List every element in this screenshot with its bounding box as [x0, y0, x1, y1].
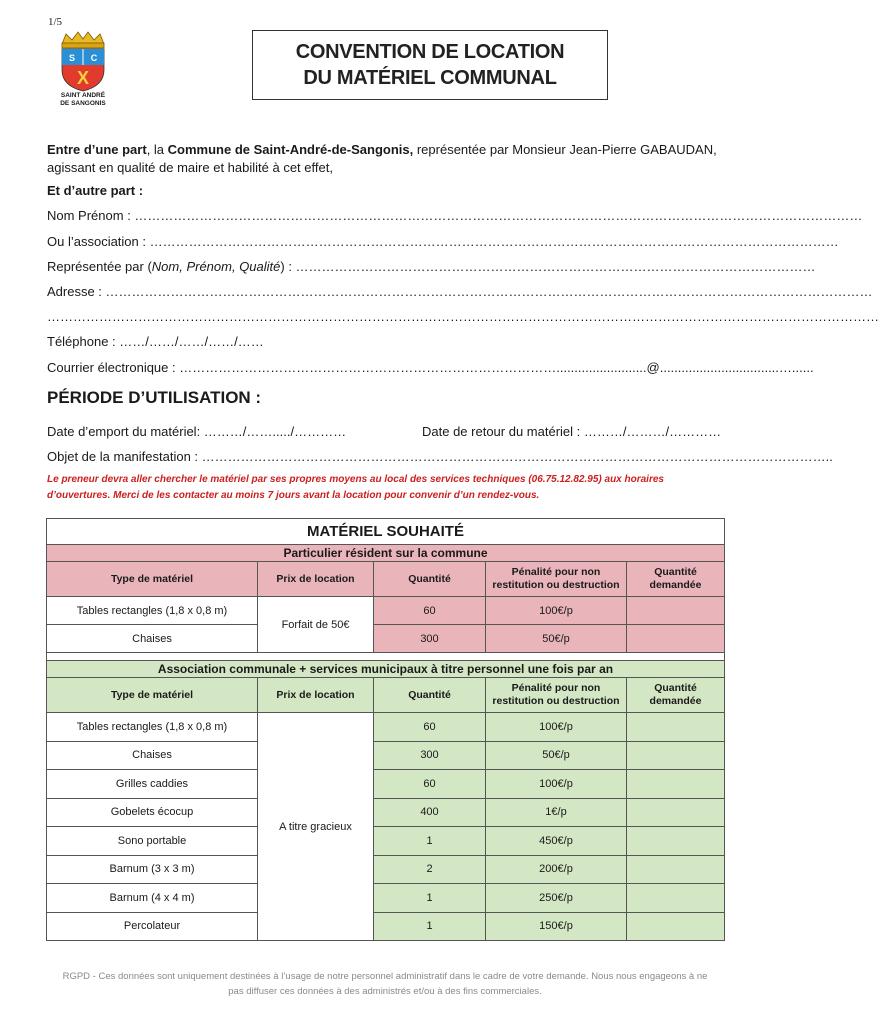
col-price-header: Prix de location — [258, 562, 374, 597]
item-penalty: 450€/p — [486, 827, 627, 856]
item-type: Tables rectangles (1,8 x 0,8 m) — [47, 713, 258, 742]
item-qty: 300 — [374, 741, 486, 770]
page-number: 1/5 — [48, 16, 63, 28]
logo-letter-c: C — [90, 53, 98, 63]
second-party-label: Et d’autre part : — [47, 183, 144, 198]
col-penalty-header: Pénalité pour non restitution ou destruction — [486, 678, 627, 713]
item-qty: 2 — [374, 855, 486, 884]
item-type: Grilles caddies — [47, 770, 258, 799]
nom-prenom-field[interactable]: Nom Prénom : …………………………………………………………………………………………………………………………………………………… — [47, 208, 863, 223]
date-emport-field[interactable]: Date d’emport du matériel: ………/……...../………… — [47, 424, 347, 439]
logo-caption-line2: DE SANGONIS — [60, 100, 106, 107]
first-party-rest: représentée par Monsieur Jean-Pierre GABAUDAN, agissant en qualité de maire et habilité à cet effet, — [47, 142, 717, 175]
item-qty: 1 — [374, 827, 486, 856]
logo-letter-s: S — [68, 53, 76, 63]
requested-qty-input[interactable] — [627, 625, 725, 653]
table-title: MATÉRIEL SOUHAITÉ — [47, 519, 725, 545]
item-qty: 60 — [374, 770, 486, 799]
adresse-continuation-field[interactable]: ………………………………………………………………………………………………………………………………………………………………………… — [47, 309, 879, 324]
requested-qty-input[interactable] — [627, 770, 725, 799]
rgpd-footer: RGPD - Ces données sont uniquement destinées à l’usage de notre personnel administratif dans le cadre de votre demande. Nous nous engageons à ne pas diffuser ces données à des administrés et/ou à des fins commerciales. — [62, 971, 708, 997]
adresse-field[interactable]: Adresse : …………………………………………………………………………………………………………………………………………………………… — [47, 284, 873, 299]
item-type: Gobelets écocup — [47, 798, 258, 827]
association-field[interactable]: Ou l’association : …………………………………………………………………………………………………………………………………………… — [47, 234, 839, 249]
requested-qty-input[interactable] — [627, 855, 725, 884]
requested-qty-input[interactable] — [627, 912, 725, 941]
item-type: Chaises — [47, 625, 258, 653]
item-type: Chaises — [47, 741, 258, 770]
table-row — [47, 827, 725, 856]
item-type: Percolateur — [47, 912, 258, 941]
item-penalty: 100€/p — [486, 770, 627, 799]
item-penalty: 100€/p — [486, 713, 627, 742]
first-party-mid: , la — [146, 142, 168, 157]
item-penalty: 150€/p — [486, 912, 627, 941]
item-price: A titre gracieux — [258, 713, 374, 941]
item-type: Sono portable — [47, 827, 258, 856]
document-title — [252, 30, 608, 100]
representee-suffix: ) : ………………………………………………………………………………………………………… — [280, 259, 816, 274]
objet-field[interactable]: Objet de la manifestation : ……………………………………………………………………………………………………………………………….. — [47, 449, 833, 464]
representee-italic: Nom, Prénom, Qualité — [151, 259, 281, 274]
title-line1: CONVENTION DE LOCATION — [295, 41, 565, 63]
requested-qty-input[interactable] — [627, 884, 725, 913]
requested-qty-input[interactable] — [627, 741, 725, 770]
item-type: Barnum (3 x 3 m) — [47, 855, 258, 884]
telephone-field[interactable]: Téléphone : ……/……/……/……/…… — [47, 334, 264, 349]
logo-letter-x: X — [76, 68, 90, 88]
logo-caption-line1: SAINT ANDRÉ — [60, 92, 106, 99]
item-penalty: 250€/p — [486, 884, 627, 913]
title-line2: DU MATÉRIEL COMMUNAL — [303, 67, 557, 89]
col-requested-header: Quantité demandée — [627, 678, 725, 713]
col-price-header: Prix de location — [258, 678, 374, 713]
item-qty: 60 — [374, 597, 486, 625]
item-penalty: 100€/p — [486, 597, 627, 625]
item-type: Barnum (4 x 4 m) — [47, 884, 258, 913]
col-type-header: Type de matériel — [47, 678, 258, 713]
table-row — [47, 798, 725, 827]
table-row — [47, 741, 725, 770]
section1-title: Particulier résident sur la commune — [47, 545, 725, 562]
table-row — [47, 625, 725, 653]
table-row — [47, 912, 725, 941]
table-row — [47, 770, 725, 799]
commune-name: Commune de Saint-André-de-Sangonis, — [167, 142, 414, 157]
commune-logo — [52, 30, 114, 108]
requested-qty-input[interactable] — [627, 798, 725, 827]
item-qty: 400 — [374, 798, 486, 827]
first-party-paragraph — [47, 141, 737, 177]
item-penalty: 200€/p — [486, 855, 627, 884]
representee-prefix: Représentée par ( — [47, 259, 152, 274]
pickup-notice: Le preneur devra aller chercher le matériel par ses propres moyens au local des services techniques (06.75.12.82.95) aux horaires d’ouvertures. Merci de les contacter au moins 7 jours avant la location pour convenir d’un rendez-vous. — [47, 474, 664, 501]
requested-qty-input[interactable] — [627, 827, 725, 856]
item-penalty: 50€/p — [486, 625, 627, 653]
item-penalty: 50€/p — [486, 741, 627, 770]
col-penalty-header: Pénalité pour non restitution ou destruction — [486, 562, 627, 597]
section-gap — [47, 653, 725, 661]
period-title: PÉRIODE D’UTILISATION : — [47, 388, 262, 407]
col-qty-header: Quantité — [374, 678, 486, 713]
table-row — [47, 884, 725, 913]
date-retour-field[interactable]: Date de retour du matériel : ………/………/………… — [422, 424, 722, 439]
item-qty: 60 — [374, 713, 486, 742]
email-field[interactable]: Courrier électronique : …………………………………………………………………………….........................@.................................…...... — [47, 360, 814, 375]
col-requested-header: Quantité demandée — [627, 562, 725, 597]
col-type-header: Type de matériel — [47, 562, 258, 597]
table-row — [47, 713, 725, 742]
representee-field[interactable] — [47, 258, 816, 276]
item-penalty: 1€/p — [486, 798, 627, 827]
coat-of-arms-icon — [52, 30, 114, 92]
requested-qty-input[interactable] — [627, 713, 725, 742]
table-row — [47, 855, 725, 884]
item-price: Forfait de 50€ — [258, 597, 374, 653]
table-row — [47, 597, 725, 625]
item-qty: 300 — [374, 625, 486, 653]
section2-title: Association communale + services municipaux à titre personnel une fois par an — [47, 661, 725, 678]
item-qty: 1 — [374, 912, 486, 941]
equipment-table — [46, 518, 725, 941]
requested-qty-input[interactable] — [627, 597, 725, 625]
col-qty-header: Quantité — [374, 562, 486, 597]
first-party-label: Entre d’une part — [47, 142, 147, 157]
item-qty: 1 — [374, 884, 486, 913]
item-type: Tables rectangles (1,8 x 0,8 m) — [47, 597, 258, 625]
